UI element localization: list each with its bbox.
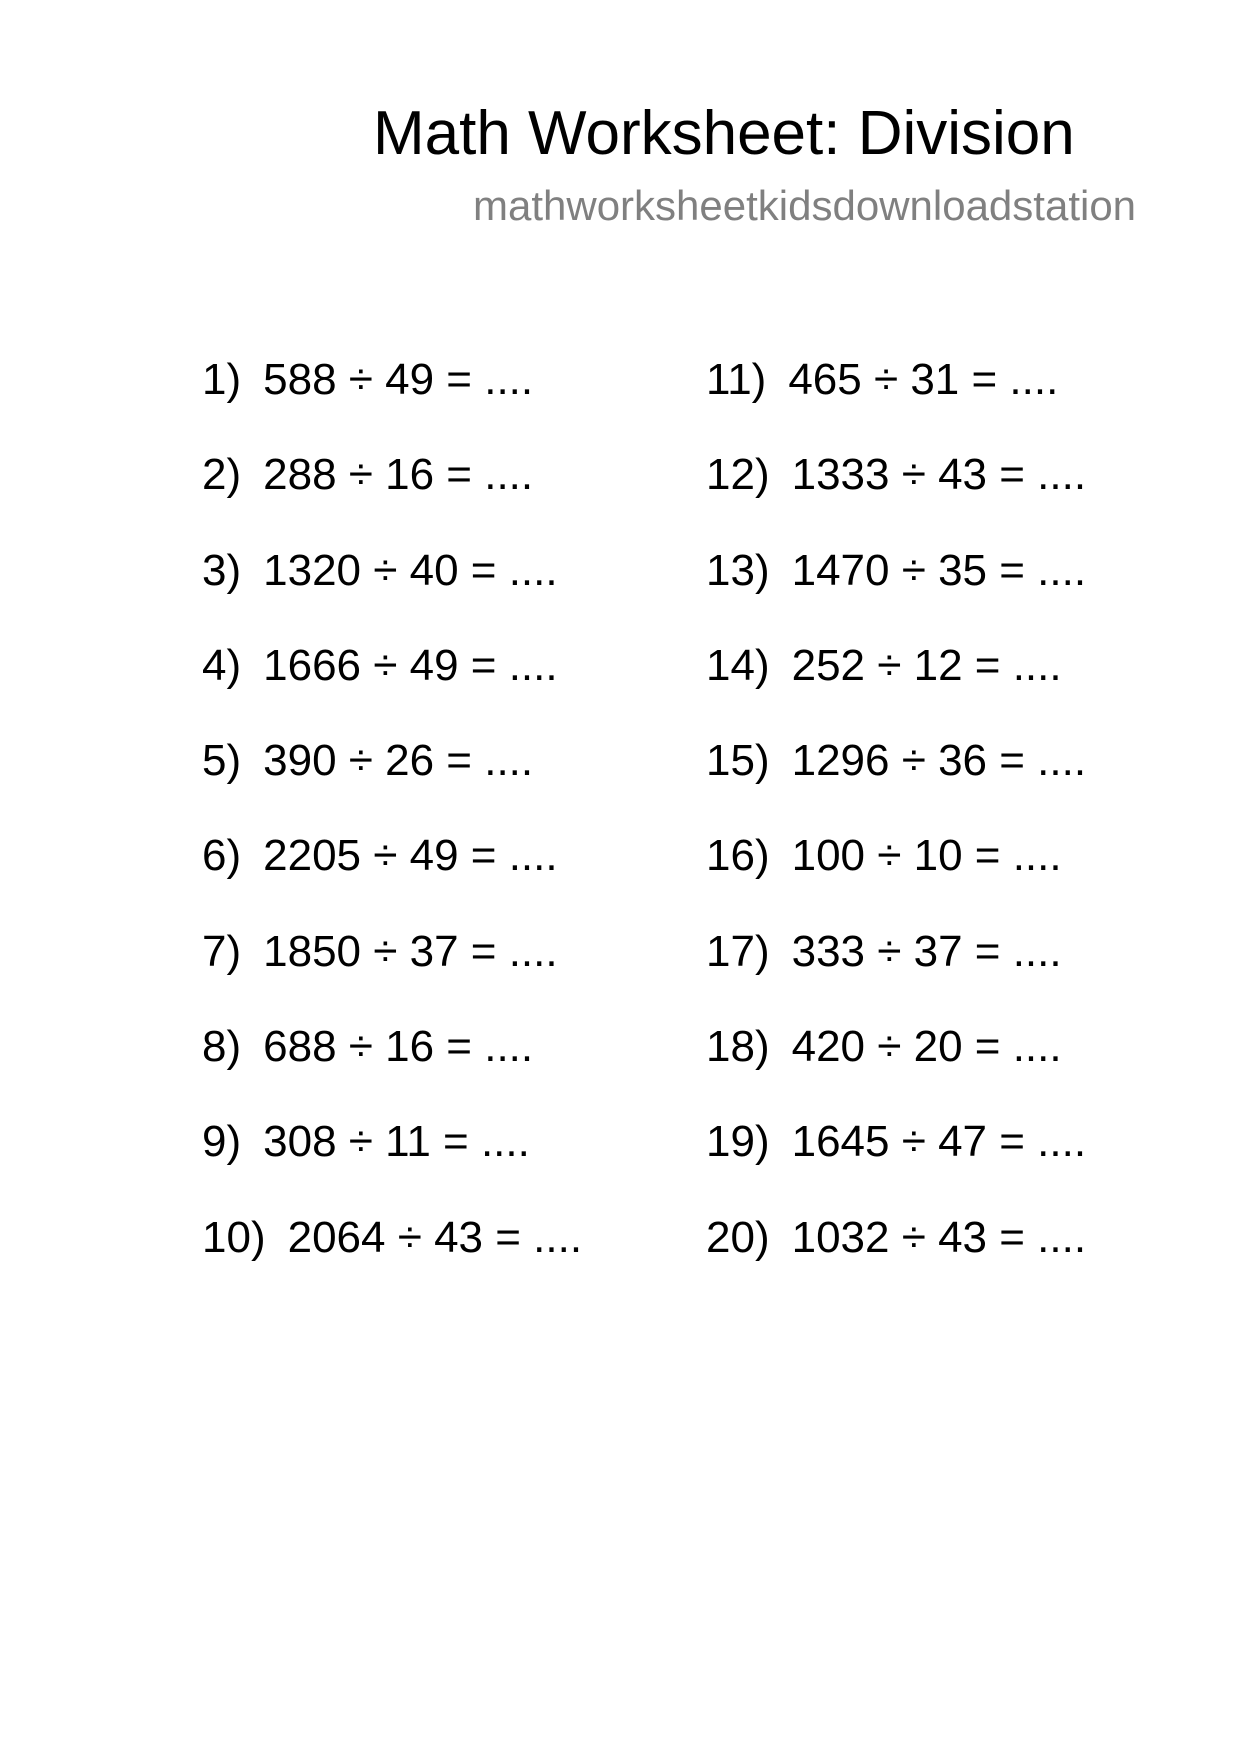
problem-expression: 1666 ÷ 49 = .... xyxy=(263,640,558,690)
problem-expression: 588 ÷ 49 = .... xyxy=(263,355,534,404)
problem-number: 14) xyxy=(706,640,770,690)
problem-number: 9) xyxy=(202,1117,242,1167)
problem-row xyxy=(202,826,582,921)
problem-row xyxy=(202,922,582,1017)
problem-number: 10) xyxy=(202,1212,266,1262)
problem-expression: 2064 ÷ 43 = .... xyxy=(287,1212,583,1262)
problems-column-right xyxy=(706,350,1086,1303)
problem-row xyxy=(706,541,1086,636)
problems-column-left xyxy=(202,350,582,1303)
problem-number: 5) xyxy=(202,736,242,786)
problem-expression: 333 ÷ 37 = .... xyxy=(791,926,1062,976)
problem-row xyxy=(706,445,1086,540)
problem-number: 16) xyxy=(706,831,770,881)
problem-number: 4) xyxy=(202,640,242,690)
problem-expression: 1296 ÷ 36 = .... xyxy=(791,736,1087,786)
problem-expression: 1850 ÷ 37 = .... xyxy=(263,926,558,976)
problem-number: 13) xyxy=(706,545,770,595)
problem-expression: 288 ÷ 16 = .... xyxy=(263,450,534,500)
problem-row xyxy=(202,731,582,826)
problem-row xyxy=(202,1208,582,1303)
problem-row xyxy=(202,350,582,445)
problem-number: 1) xyxy=(202,355,242,404)
problem-row xyxy=(706,350,1086,445)
site-watermark: mathworksheetkidsdownloadstation xyxy=(473,182,1137,229)
problem-row xyxy=(202,636,582,731)
problem-row xyxy=(706,636,1086,731)
problem-number: 2) xyxy=(202,450,242,500)
problem-row xyxy=(706,1208,1086,1303)
problem-expression: 100 ÷ 10 = .... xyxy=(791,831,1062,881)
problem-row xyxy=(706,1017,1086,1112)
problem-number: 7) xyxy=(202,926,242,976)
problem-number: 6) xyxy=(202,831,242,881)
problem-number: 19) xyxy=(706,1117,770,1167)
problem-expression: 420 ÷ 20 = .... xyxy=(791,1022,1062,1072)
problem-row xyxy=(706,731,1086,826)
problem-number: 8) xyxy=(202,1022,242,1072)
problem-row xyxy=(706,1112,1086,1207)
page-title: Math Worksheet: Division xyxy=(373,99,1075,168)
problem-row xyxy=(202,1112,582,1207)
problem-expression: 390 ÷ 26 = .... xyxy=(263,736,534,786)
problem-row xyxy=(202,541,582,636)
problem-expression: 688 ÷ 16 = .... xyxy=(263,1022,534,1072)
problem-expression: 1645 ÷ 47 = .... xyxy=(791,1117,1087,1167)
problem-expression: 1470 ÷ 35 = .... xyxy=(791,545,1087,595)
problem-number: 20) xyxy=(706,1212,770,1262)
problem-number: 15) xyxy=(706,736,770,786)
problem-row xyxy=(706,826,1086,921)
problem-expression: 1032 ÷ 43 = .... xyxy=(791,1212,1087,1262)
problem-row xyxy=(202,445,582,540)
problem-row xyxy=(706,922,1086,1017)
problem-number: 3) xyxy=(202,545,242,595)
problem-expression: 252 ÷ 12 = .... xyxy=(791,640,1062,690)
problem-expression: 2205 ÷ 49 = .... xyxy=(263,831,558,881)
problem-expression: 1320 ÷ 40 = .... xyxy=(263,545,558,595)
problem-expression: 308 ÷ 11 = .... xyxy=(263,1117,530,1167)
problem-number: 12) xyxy=(706,450,770,500)
problem-number: 18) xyxy=(706,1022,770,1072)
problem-row xyxy=(202,1017,582,1112)
problem-expression: 1333 ÷ 43 = .... xyxy=(791,450,1087,500)
problem-number: 17) xyxy=(706,926,770,976)
problem-number: 11) xyxy=(706,355,767,404)
problem-expression: 465 ÷ 31 = .... xyxy=(788,355,1059,404)
